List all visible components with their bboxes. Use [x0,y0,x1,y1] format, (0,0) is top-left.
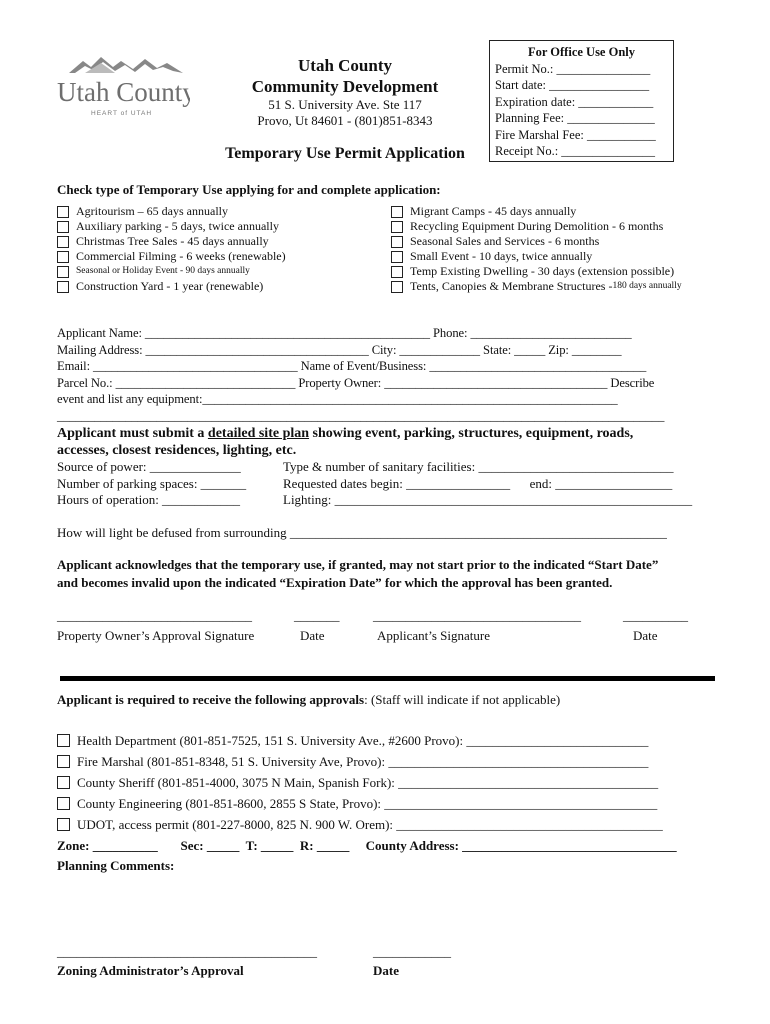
approval-label: County Engineering (801-851-8600, 2855 S State, Provo): __________________________________________ [77,795,658,811]
applicant-signature-line[interactable]: ________________________________ [373,608,581,623]
office-permit-no[interactable]: Permit No.: _______________ [495,61,651,76]
checkbox[interactable] [57,776,70,789]
option-label-suffix: 180 days annually [612,281,682,291]
org-address [220,97,470,129]
logo-text: Utah County [57,77,190,107]
checkbox[interactable] [57,755,70,768]
zoning-date-label: Date [373,963,399,978]
use-type-column-left [57,204,286,294]
approval-label: Health Department (801-851-7525, 151 S. University Ave., #2600 Provo): ____________________________ [77,732,649,748]
approval-fire-marshal[interactable] [57,751,717,772]
applicant-signature-label: Applicant’s Signature [377,628,491,643]
checkbox[interactable] [57,221,69,233]
use-type-option[interactable] [391,279,682,294]
equipment-description-line2[interactable]: __________________________________________________________________________________________________ [57,408,665,423]
site-plan-prefix: Applicant must submit a [57,426,208,441]
approvals-list [57,730,717,835]
detail-fields-right [283,459,692,509]
office-receipt-no[interactable]: Receipt No.: _______________ [495,144,656,158]
checkbox[interactable] [391,266,403,278]
checkbox[interactable] [57,734,70,747]
mailing-address-field[interactable]: Mailing Address: ____________________________________ City: _____________ State: _____ Zip: ________ [57,342,622,357]
approval-county-sheriff[interactable] [57,772,717,793]
section-divider [60,676,715,681]
checkbox[interactable] [391,236,403,248]
site-plan-suffix: showing event, parking, structures, equipment, roads, [309,426,634,441]
light-defused-field[interactable]: How will light be defused from surrounding __________________________________________________________ [57,525,667,540]
mountain-logo-icon [55,55,190,120]
option-label: Seasonal or Holiday Event - 90 days annually [76,266,250,276]
option-label: Migrant Camps - 45 days annually [410,204,577,218]
checkbox[interactable] [57,797,70,810]
use-type-option[interactable] [391,249,682,264]
approvals-heading-rest: : (Staff will indicate if not applicable) [364,692,561,707]
checkbox[interactable] [391,281,403,293]
use-type-option[interactable] [391,264,682,279]
applicant-name-phone-field[interactable]: Applicant Name: ______________________________________________ Phone: __________________________ [57,326,632,340]
option-label: Tents, Canopies & Membrane Structures - [410,279,613,293]
parking-spaces-field[interactable]: Number of parking spaces: _______ [57,475,247,491]
detail-fields-left [57,459,246,509]
office-planning-fee[interactable]: Planning Fee: ______________ [495,111,655,125]
option-label: Commercial Filming - 6 weeks (renewable) [76,249,286,263]
utah-county-logo [55,55,190,120]
form-title: Temporary Use Permit Application [225,145,465,162]
site-plan-notice [57,425,717,459]
parcel-owner-field[interactable]: Parcel No.: _____________________________ Property Owner: ____________________________________ Describe [57,375,655,390]
org-line2: Community Development [251,77,439,96]
checkbox[interactable] [57,266,69,278]
approval-label: County Sheriff (801-851-4000, 3075 N Main, Spanish Fork): ________________________________________ [77,774,659,790]
org-line1: Utah County [298,56,392,75]
use-type-heading: Check type of Temporary Use applying for and complete application: [57,182,441,197]
checkbox[interactable] [57,818,70,831]
requested-dates-field[interactable]: Requested dates begin: ________________ end: __________________ [283,475,673,491]
applicant-date-line[interactable]: __________ [623,608,688,623]
option-label: Small Event - 10 days, twice annually [410,249,593,263]
planning-comments-label: Planning Comments: [57,858,175,873]
zoning-approval-line[interactable]: ________________________________________ [57,944,317,959]
owner-signature-line[interactable]: ______________________________ [57,608,252,623]
approvals-heading [57,691,717,708]
logo-tagline: HEART of UTAH [91,110,153,117]
approval-udot[interactable] [57,814,717,835]
use-type-option[interactable] [391,234,682,249]
checkbox[interactable] [57,251,69,263]
approval-health-department[interactable] [57,730,717,751]
use-type-option[interactable] [391,219,682,234]
use-type-option[interactable] [57,219,286,234]
option-label: Recycling Equipment During Demolition - 6 months [410,219,664,233]
owner-date-label: Date [300,628,325,643]
email-event-field[interactable]: Email: _________________________________ Name of Event/Business: ___________________________________ [57,359,647,373]
use-type-option[interactable] [57,279,286,294]
office-use-box [489,40,674,162]
office-expiration-date[interactable]: Expiration date: ____________ [495,94,654,109]
use-type-option[interactable] [57,234,286,249]
approvals-heading-bold: Applicant is required to receive the following approvals [57,692,365,707]
use-type-option[interactable] [57,204,286,219]
hours-of-operation-field[interactable]: Hours of operation: ____________ [57,492,241,507]
owner-date-line[interactable]: _______ [294,608,340,623]
office-use-heading: For Office Use Only [527,45,636,59]
approval-label: Fire Marshal (801-851-8348, 51 S. University Ave, Provo): ________________________________________ [77,753,649,769]
address-line2: Provo, Ut 84601 - (801)851-8343 [257,113,433,128]
office-fire-marshal-fee[interactable]: Fire Marshal Fee: ___________ [495,127,656,142]
use-type-option[interactable] [391,204,682,219]
acknowledgement-line1: Applicant acknowledges that the temporary use, if granted, may not start prior to the indicated “Start Date” [57,557,659,572]
zone-field[interactable]: Zone: __________ Sec: _____ T: _____ R: _____ County Address: _________________________________ [57,838,677,853]
source-of-power-field[interactable]: Source of power: ______________ [57,459,241,474]
option-label: Seasonal Sales and Services - 6 months [410,234,600,248]
sanitary-facilities-field[interactable]: Type & number of sanitary facilities: ______________________________ [283,459,674,474]
zoning-date-line[interactable]: ____________ [373,944,451,959]
option-label: Christmas Tree Sales - 45 days annually [76,234,269,248]
option-label: Auxiliary parking - 5 days, twice annually [76,219,279,233]
checkbox[interactable] [391,251,403,263]
acknowledgement [57,556,717,592]
equipment-description-field[interactable]: event and list any equipment:___________________________________________________________________ [57,392,618,406]
option-label: Agritourism – 65 days annually [76,204,228,218]
approval-county-engineering[interactable] [57,793,717,814]
applicant-fields [57,325,717,424]
use-type-column-right [391,204,682,294]
option-label: Temp Existing Dwelling - 30 days (extension possible) [410,264,675,278]
applicant-date-label: Date [633,628,658,643]
checkbox[interactable] [391,221,403,233]
checkbox[interactable] [57,236,69,248]
checkbox[interactable] [57,206,69,218]
site-plan-line2: accesses, closest residences, lighting, etc. [57,443,297,458]
option-label: Construction Yard - 1 year (renewable) [76,279,264,293]
office-start-date[interactable]: Start date: ________________ [495,78,650,92]
checkbox[interactable] [391,206,403,218]
approval-label: UDOT, access permit (801-227-8000, 825 N. 900 W. Orem): _________________________________________ [77,816,663,832]
acknowledgement-line2: and becomes invalid upon the indicated “Expiration Date” for which the approval has been granted. [57,575,613,590]
owner-signature-label: Property Owner’s Approval Signature [57,628,255,643]
zoning-approval-label: Zoning Administrator’s Approval [57,963,244,978]
org-name [220,55,470,97]
lighting-field[interactable]: Lighting: _______________________________________________________ [283,492,693,507]
use-type-option[interactable] [57,249,286,264]
site-plan-underlined: detailed site plan [207,426,310,441]
address-line1: 51 S. University Ave. Ste 117 [268,97,422,112]
checkbox[interactable] [57,281,69,293]
use-type-option[interactable] [57,264,286,279]
